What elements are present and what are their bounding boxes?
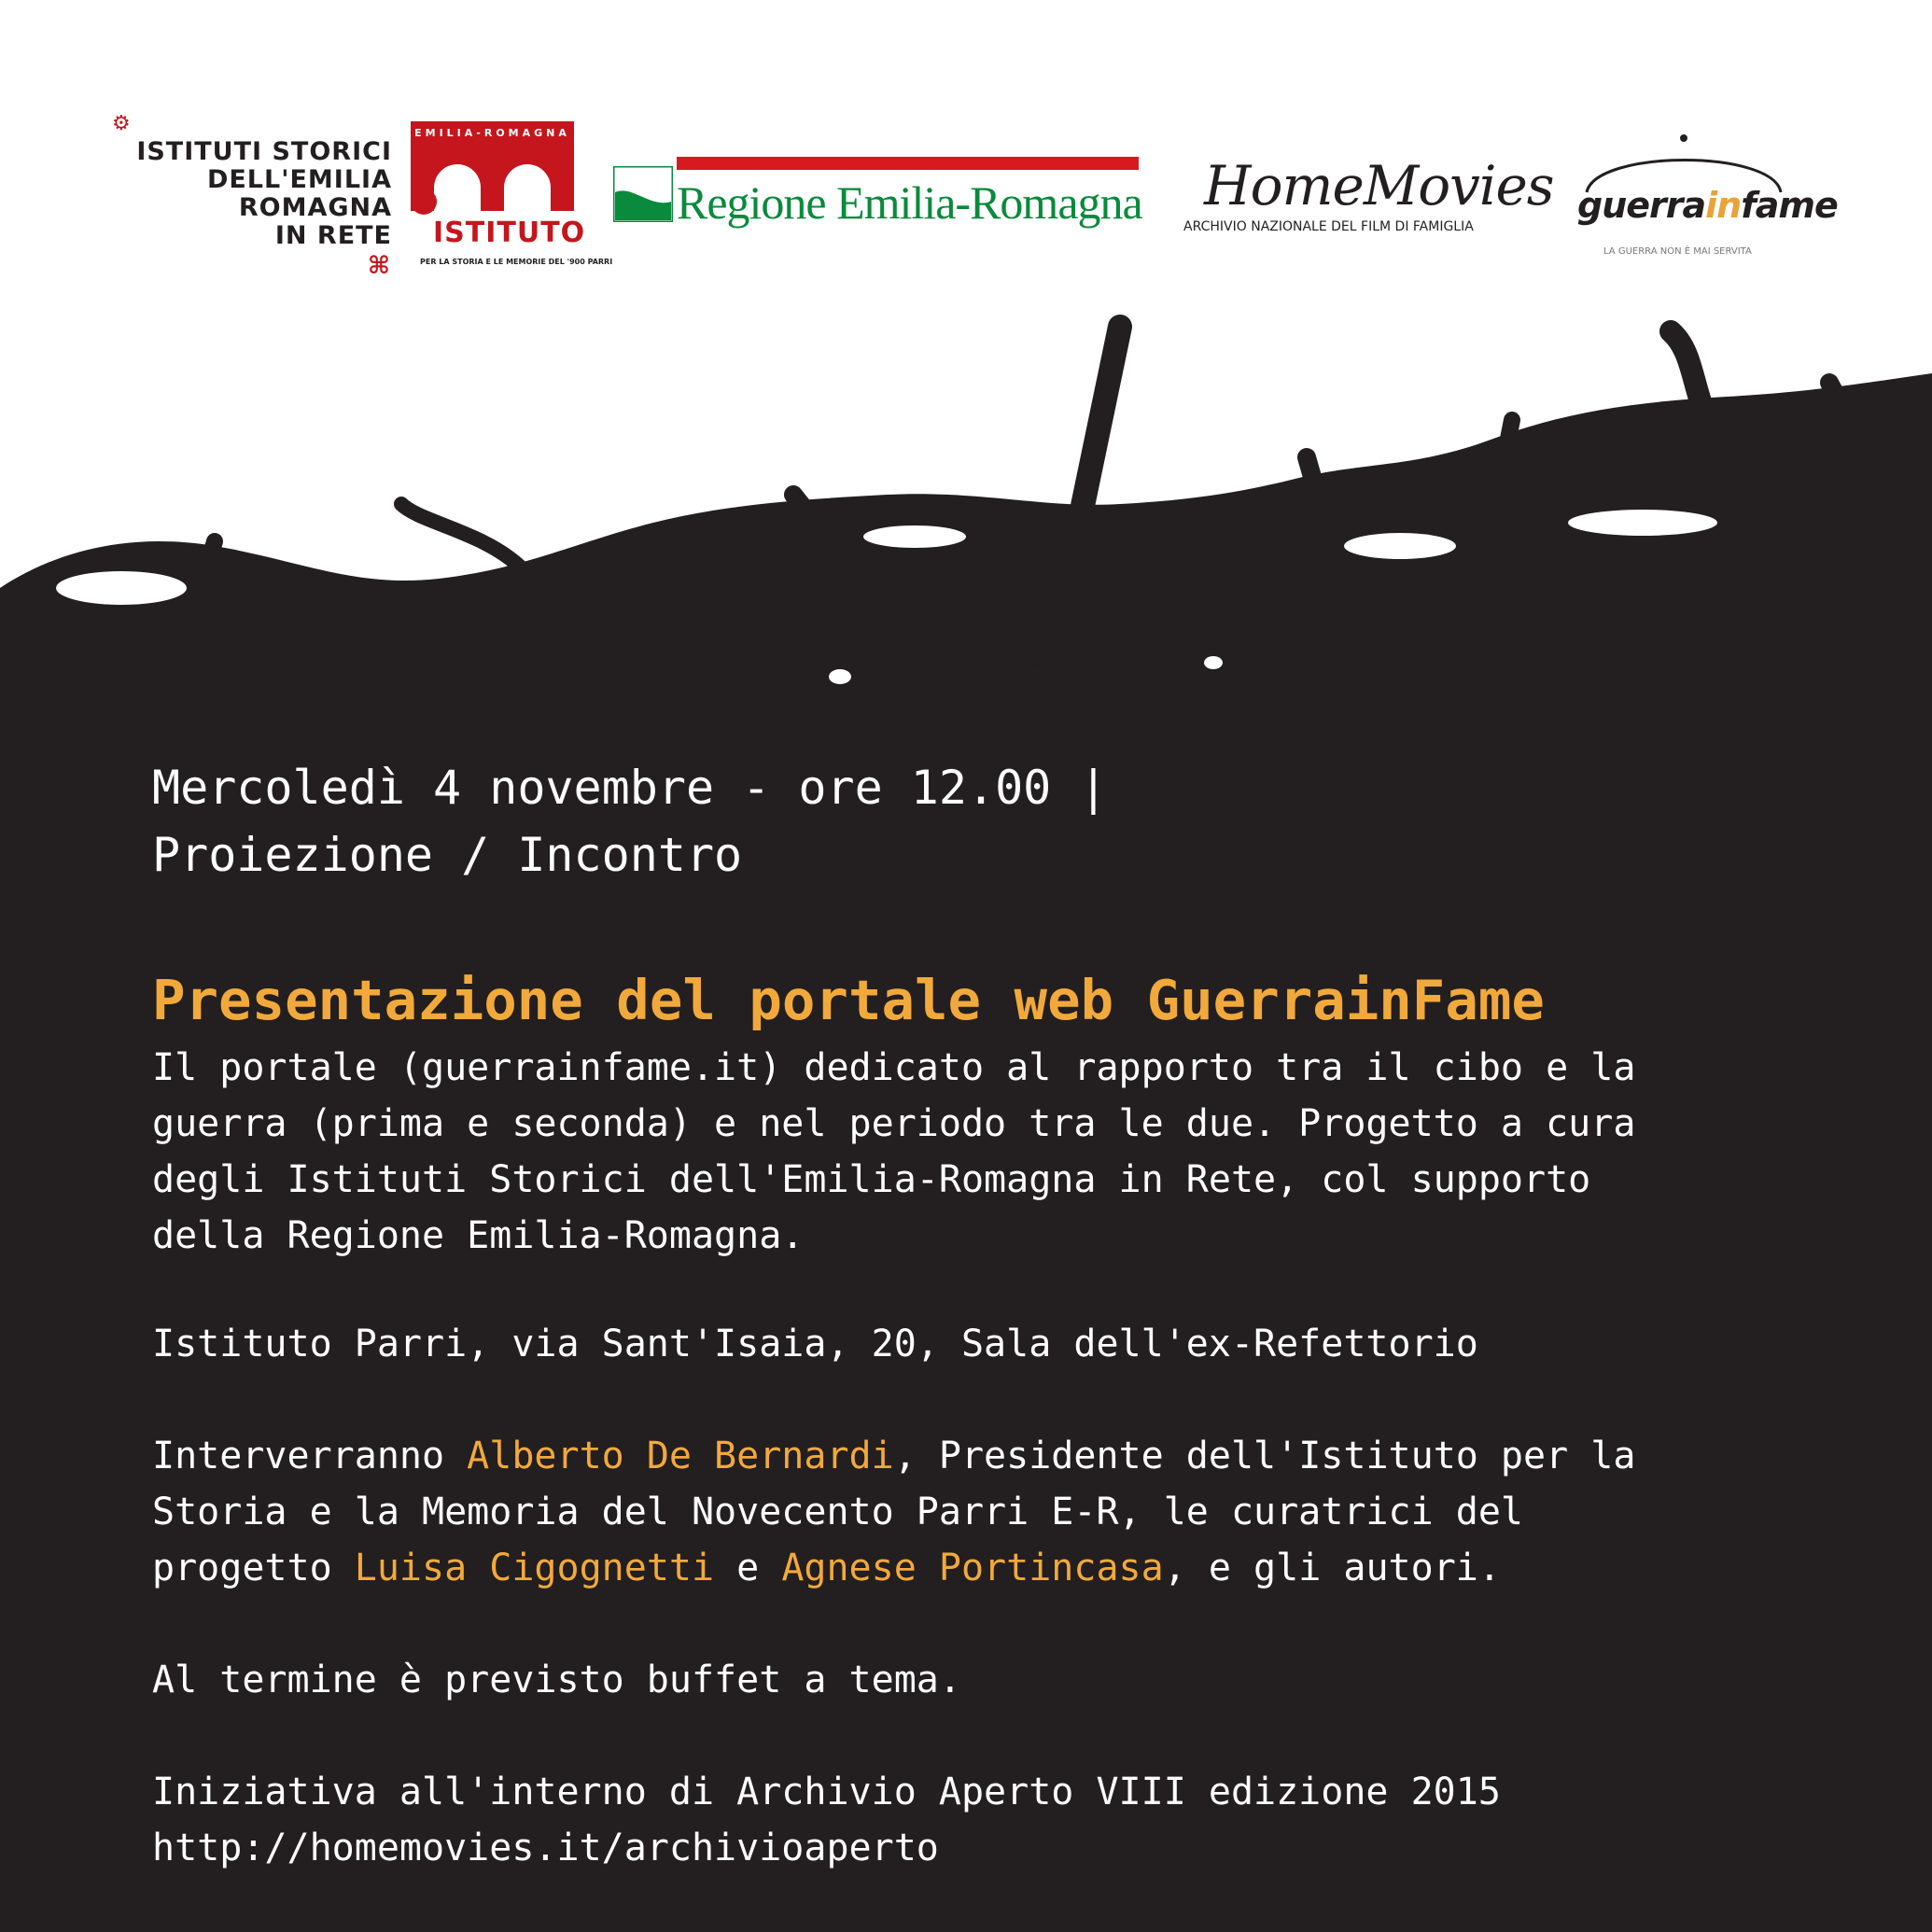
speakers-text: e xyxy=(714,1547,782,1589)
istituto-sub: PER LA STORIA E LE MEMORIE DEL '900 PARRI xyxy=(420,258,613,266)
speakers-text: , Presidente dell'Istituto per la xyxy=(893,1435,1636,1477)
description-line: degli Istituti Storici dell'Emilia-Romagna in Rete, col supporto xyxy=(152,1158,1591,1201)
istituto-word: ISTITUTO xyxy=(433,217,586,249)
speaker-name: Luisa Cigognetti xyxy=(354,1547,715,1589)
regione-name: Regione Emilia-Romagna xyxy=(677,176,1142,229)
initiative-line: Iniziativa all'interno di Archivio Aperto VIII edizione 2015 xyxy=(152,1771,1501,1813)
speakers-line-3 xyxy=(152,1540,1635,1596)
gf-name-pre: guerra xyxy=(1577,185,1706,226)
event-date: Mercoledì 4 novembre - ore 12.00 | xyxy=(152,761,1108,815)
event-location: Istituto Parri, via Sant'Isaia, 20, Sala dell'ex-Refettorio xyxy=(152,1323,1478,1365)
speakers-text: , e gli autori. xyxy=(1163,1547,1501,1589)
istituto-parri-logo xyxy=(411,121,613,271)
gf-name-in: in xyxy=(1705,185,1742,226)
speakers-line-2: Storia e la Memoria del Novecento Parri E-R, le curatrici del xyxy=(152,1491,1524,1533)
description-line: Il portale (guerrainfame.it) dedicato al rapporto tra il cibo e la xyxy=(152,1046,1636,1089)
description-line: guerra (prima e seconda) e nel periodo tra le due. Progetto a cura xyxy=(152,1102,1636,1145)
speaker-name: Alberto De Bernardi xyxy=(467,1435,894,1477)
regione-red-bar xyxy=(677,157,1139,170)
istituto-top-label: EMILIA-ROMAGNA xyxy=(411,121,574,146)
istituti-storici-logo xyxy=(112,112,392,280)
event-type: Proiezione / Incontro xyxy=(152,828,743,882)
isre-line-3: ROMAGNA xyxy=(238,193,392,222)
guerrainfame-sub: LA GUERRA NON È MAI SERVITA xyxy=(1603,246,1752,257)
speakers-text: progetto xyxy=(152,1547,355,1589)
homemovies-sub: ARCHIVIO NAZIONALE DEL FILM DI FAMIGLIA xyxy=(1183,219,1474,234)
homemovies-logo xyxy=(1181,154,1554,238)
event-header xyxy=(152,754,1108,889)
homemovies-name: HomeMovies xyxy=(1204,154,1554,217)
regione-flag-icon xyxy=(613,166,673,222)
speakers-line-1 xyxy=(152,1428,1635,1484)
speakers-text: Interverranno xyxy=(152,1435,468,1477)
speaker-name: Agnese Portincasa xyxy=(781,1547,1164,1589)
event-initiative xyxy=(152,1764,1501,1876)
event-title: Presentazione del portale web GuerrainFame xyxy=(152,968,1545,1032)
event-speakers xyxy=(152,1428,1635,1596)
initiative-link[interactable]: http://homemovies.it/archivioaperto xyxy=(152,1827,939,1869)
gf-name-post: fame xyxy=(1741,185,1838,226)
description-line: della Regione Emilia-Romagna. xyxy=(152,1214,805,1257)
isre-line-4: IN RETE xyxy=(274,221,392,250)
guerrainfame-name xyxy=(1577,185,1838,226)
gear-icon: ⚙ xyxy=(112,112,131,135)
regione-logo xyxy=(611,157,1142,241)
isre-line-2: DELL'EMILIA xyxy=(206,165,392,194)
isre-line-1: ISTITUTI STORICI xyxy=(136,137,392,166)
event-description xyxy=(152,1040,1635,1264)
network-mark-icon: ⌘ xyxy=(367,252,390,280)
event-buffet: Al termine è previsto buffet a tema. xyxy=(152,1659,961,1701)
guerrainfame-logo xyxy=(1568,131,1838,261)
barbed-wire-illustration xyxy=(0,308,1932,747)
